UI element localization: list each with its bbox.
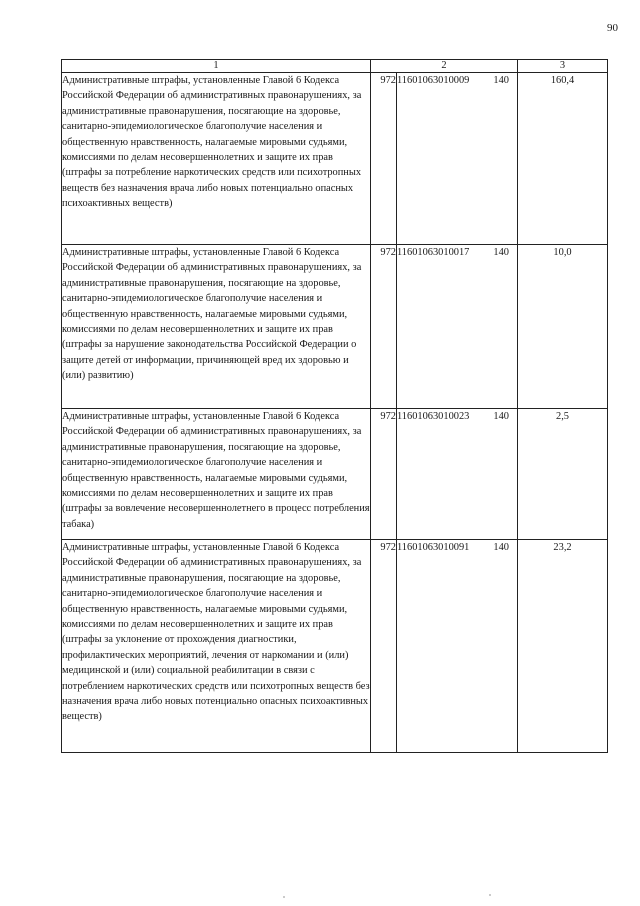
row-kosgu: 140	[493, 542, 509, 553]
row-kbk: 11601063010017	[397, 247, 470, 258]
row-admin-code: 972	[371, 409, 397, 540]
row-description: Административные штрафы, установленные Главой 6 Кодекса Российской Федерации об административных правонарушениях, за административные правонарушения, посягающие на здоровье, санитарно-эпидемиологическое благополучие населения и общественную нравственность, налагаемые мировыми судьями, комиссиями по делам несовершеннолетних и защите их прав (штрафы за потребление наркотических средств или психотропных веществ без назначения врача либо новых потенциально опасных психоактивных веществ)	[62, 73, 371, 245]
row-kbk: 11601063010009	[397, 75, 470, 86]
row-kbk: 11601063010023	[397, 411, 470, 422]
revenue-table	[61, 59, 608, 753]
row-amount: 160,4	[518, 73, 608, 245]
row-admin-code: 972	[371, 73, 397, 245]
column-header-2: 2	[371, 60, 518, 73]
row-kbk: 11601063010091	[397, 542, 470, 553]
row-budget-code	[397, 73, 518, 245]
page-number: 90	[607, 22, 618, 34]
row-amount: 10,0	[518, 245, 608, 409]
table-header-row	[62, 60, 608, 73]
row-admin-code: 972	[371, 245, 397, 409]
column-header-1: 1	[62, 60, 371, 73]
table-row	[62, 73, 608, 245]
scan-speck	[489, 894, 491, 896]
row-admin-code: 972	[371, 540, 397, 753]
row-description: Административные штрафы, установленные Главой 6 Кодекса Российской Федерации об административных правонарушениях, за административные правонарушения, посягающие на здоровье, санитарно-эпидемиологическое благополучие населения и общественную нравственность, налагаемые мировыми судьями, комиссиями по делам несовершеннолетних и защите их прав (штрафы за вовлечение несовершеннолетнего в процесс потребления табака)	[62, 409, 371, 540]
table-row	[62, 409, 608, 540]
table-row	[62, 245, 608, 409]
column-header-3: 3	[518, 60, 608, 73]
scan-speck	[283, 896, 285, 898]
row-description: Административные штрафы, установленные Главой 6 Кодекса Российской Федерации об административных правонарушениях, за административные правонарушения, посягающие на здоровье, санитарно-эпидемиологическое благополучие населения и общественную нравственность, налагаемые мировыми судьями, комиссиями по делам несовершеннолетних и защите их прав (штрафы за нарушение законодательства Российской Федерации о защите детей от информации, причиняющей вред их здоровью и (или) развитию)	[62, 245, 371, 409]
table-row	[62, 540, 608, 753]
row-budget-code	[397, 540, 518, 753]
row-amount: 2,5	[518, 409, 608, 540]
row-kosgu: 140	[493, 411, 509, 422]
row-budget-code	[397, 245, 518, 409]
row-description: Административные штрафы, установленные Главой 6 Кодекса Российской Федерации об административных правонарушениях, за административные правонарушения, посягающие на здоровье, санитарно-эпидемиологическое благополучие населения и общественную нравственность, налагаемые мировыми судьями, комиссиями по делам несовершеннолетних и защите их прав (штрафы за уклонение от прохождения диагностики, профилактических мероприятий, лечения от наркомании и (или) медицинской и (или) социальной реабилитации в связи с потреблением наркотических средств или психотропных веществ без назначения врача либо новых потенциально опасных психоактивных веществ)	[62, 540, 371, 753]
row-kosgu: 140	[493, 247, 509, 258]
row-amount: 23,2	[518, 540, 608, 753]
row-budget-code	[397, 409, 518, 540]
row-kosgu: 140	[493, 75, 509, 86]
